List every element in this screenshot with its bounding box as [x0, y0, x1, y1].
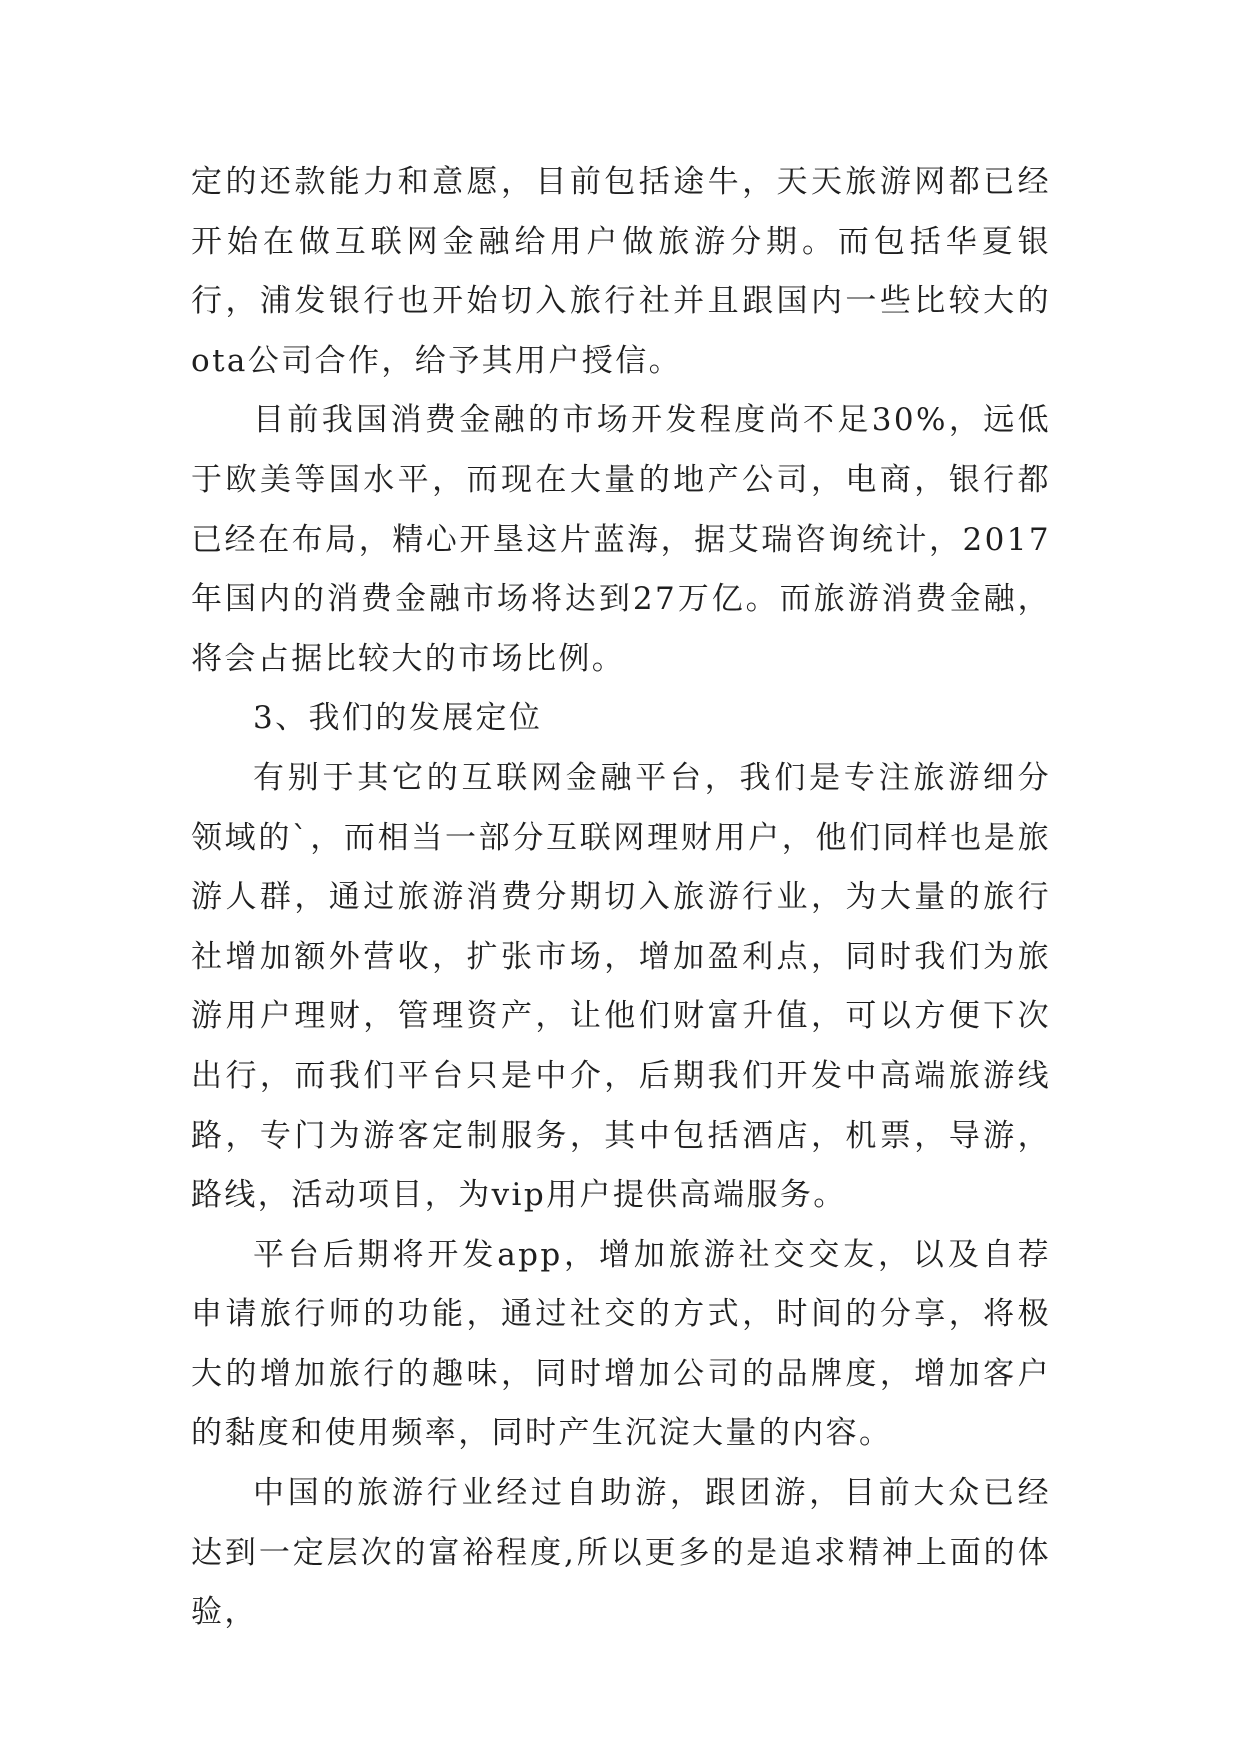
document-page — [191, 153, 1051, 1643]
paragraph-positioning: 有别于其它的互联网金融平台，我们是专注旅游细分领域的`，而相当一部分互联网理财用户，他们同样也是旅游人群，通过旅游消费分期切入旅游行业，为大量的旅行社增加额外营收，扩张市场，增加盈利点，同时我们为旅游用户理财，管理资产，让他们财富升值，可以方便下次出行，而我们平台只是中介，后期我们开发中高端旅游线路，专门为游客定制服务，其中包括酒店，机票，导游，路线，活动项目，为vip用户提供高端服务。 — [191, 759, 1051, 1214]
section-heading: 3、我们的发展定位 — [253, 700, 543, 737]
paragraph-app-plan: 平台后期将开发app，增加旅游社交交友，以及自荐申请旅行师的功能，通过社交的方式，时间的分享，将极大的增加旅行的趣味，同时增加公司的品牌度，增加客户的黏度和使用频率，同时产生沉淀大量的内容。 — [191, 1236, 1051, 1452]
paragraph-continuation: 定的还款能力和意愿，目前包括途牛，天天旅游网都已经开始在做互联网金融给用户做旅游分期。而包括华夏银行，浦发银行也开始切入旅行社并且跟国内一些比较大的ota公司合作，给予其用户授信。 — [191, 164, 1051, 379]
paragraph-tourism-industry: 中国的旅游行业经过自助游，跟团游，目前大众已经达到一定层次的富裕程度,所以更多的是追求精神上面的体验， — [191, 1475, 1051, 1631]
paragraph-consumer-finance-market: 目前我国消费金融的市场开发程度尚不足30%，远低于欧美等国水平，而现在大量的地产公司，电商，银行都已经在布局，精心开垦这片蓝海，据艾瑞咨询统计，2017年国内的消费金融市场将达到27万亿。而旅游消费金融，将会占据比较大的市场比例。 — [191, 402, 1051, 677]
